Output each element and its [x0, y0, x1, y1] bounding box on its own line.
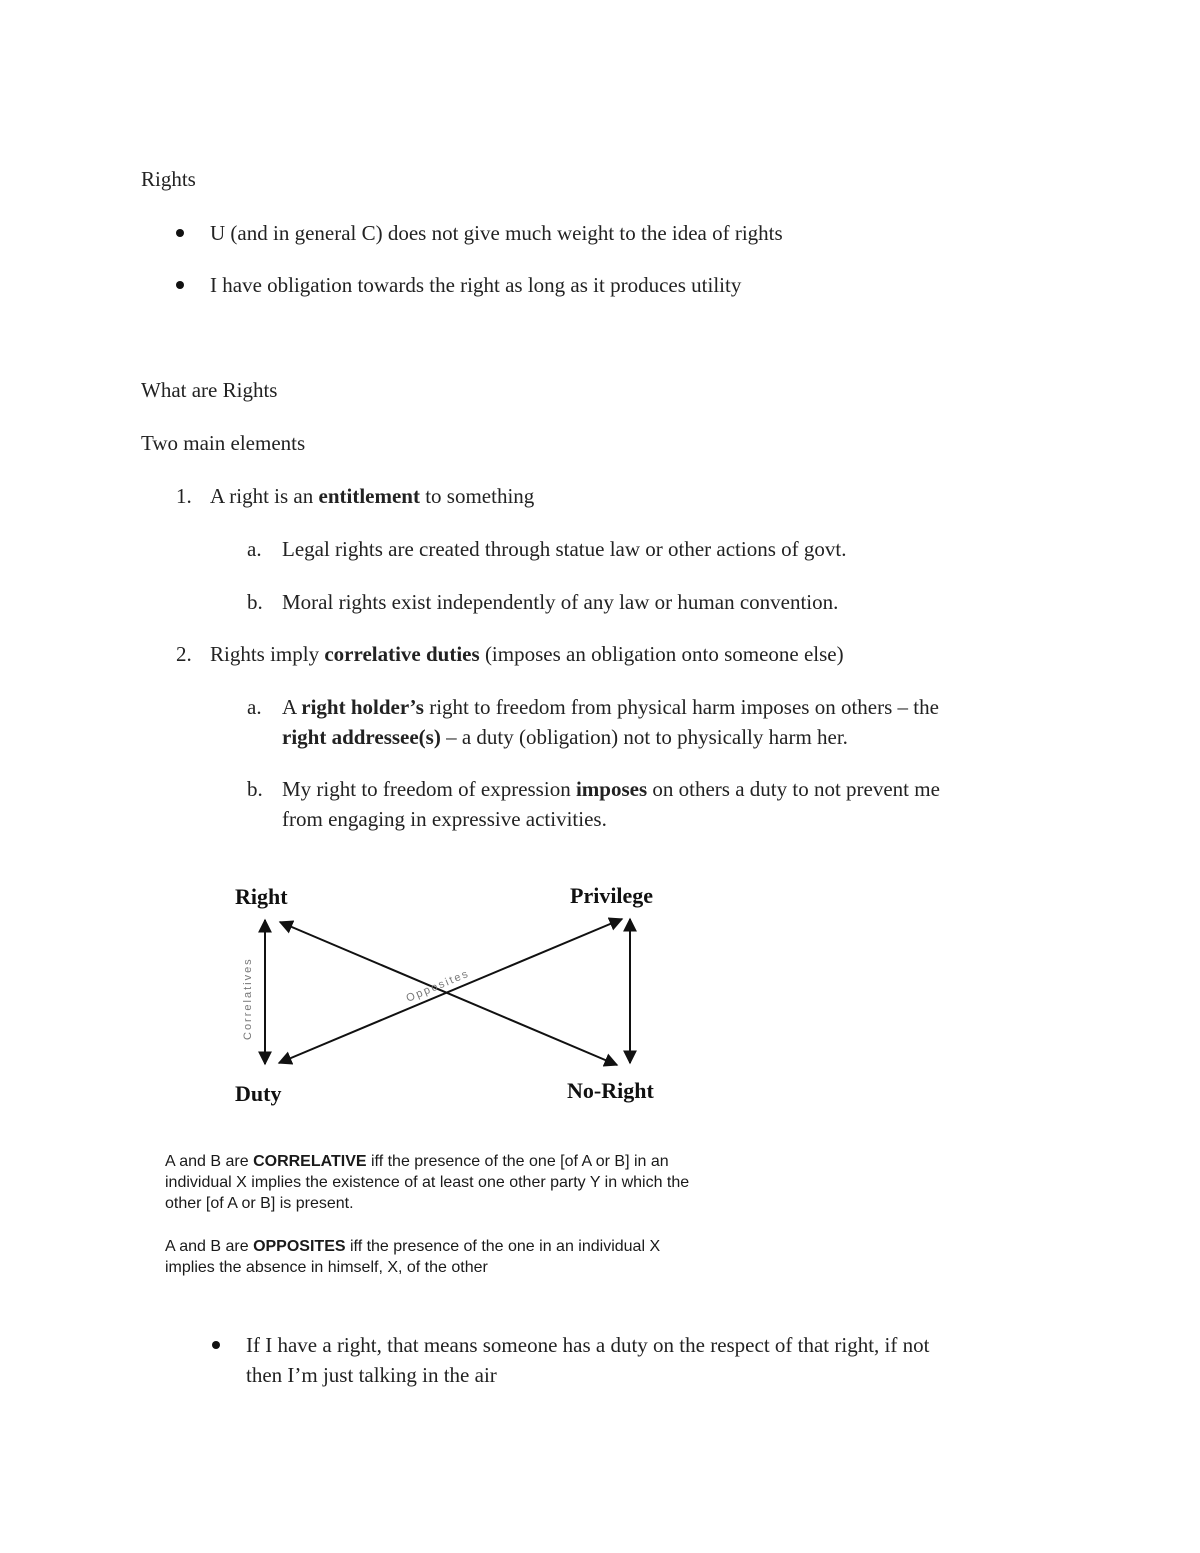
opposites-arrow-duty-privilege	[279, 919, 622, 1063]
two-main-elements: Two main elements	[141, 431, 306, 455]
bullet-dot	[176, 281, 184, 289]
term-imposes: imposes	[575, 777, 648, 801]
final-bullet-line2: then I’m just talking in the air	[246, 1363, 497, 1387]
sub-item-2b-line1: My right to freedom of expression imposes on others a duty to not prevent me	[282, 777, 940, 801]
sub-letter-2b: b.	[247, 777, 263, 801]
list-number-2: 2.	[176, 642, 192, 666]
label-privilege: Privilege	[570, 883, 654, 908]
label-right: Right	[235, 884, 288, 909]
definition-correlative-line1: A and B are CORRELATIVE iff the presence of the one [of A or B] in an	[165, 1153, 669, 1170]
definition-correlative-line2: individual X implies the existence of at least one other party Y in which the	[165, 1174, 690, 1191]
section-heading-rights: Rights	[141, 167, 196, 191]
rights-diagram	[225, 872, 685, 1112]
list-number-1: 1.	[176, 484, 192, 508]
bullet-dot	[176, 229, 184, 237]
section-heading-what-are-rights: What are Rights	[141, 378, 278, 402]
sub-item-1b: Moral rights exist independently of any law or human convention.	[282, 590, 839, 614]
definition-opposites-line1: A and B are OPPOSITES iff the presence of the one in an individual X	[165, 1238, 661, 1255]
label-duty: Duty	[235, 1081, 282, 1106]
sub-item-2a-line1: A right holder’s right to freedom from physical harm imposes on others – the	[282, 695, 939, 719]
term-correlative: CORRELATIVE	[253, 1153, 367, 1170]
rights-bullet-1: U (and in general C) does not give much weight to the idea of rights	[210, 221, 783, 245]
term-opposites: OPPOSITES	[253, 1238, 346, 1255]
list-item-2: Rights imply correlative duties (imposes an obligation onto someone else)	[210, 642, 844, 666]
sub-item-2b-line2: from engaging in expressive activities.	[282, 807, 607, 831]
bullet-dot	[212, 1341, 220, 1349]
definition-opposites-line2: implies the absence in himself, X, of the other	[165, 1259, 488, 1276]
sub-item-1a: Legal rights are created through statue law or other actions of govt.	[282, 537, 847, 561]
label-opposites: Opposites	[404, 967, 472, 1005]
definition-correlative-line3: other [of A or B] is present.	[165, 1195, 354, 1212]
term-entitlement: entitlement	[318, 484, 420, 508]
label-no-right: No-Right	[567, 1078, 654, 1103]
sub-letter-1a: a.	[247, 537, 262, 561]
final-bullet-line1: If I have a right, that means someone has a duty on the respect of that right, if not	[246, 1333, 930, 1357]
opposites-arrow-right-noright	[280, 922, 617, 1065]
label-correlatives: Correlatives	[242, 957, 254, 1040]
sub-letter-1b: b.	[247, 590, 263, 614]
term-correlative-duties: correlative duties	[324, 642, 480, 666]
term-right-holder: right holder’s	[301, 695, 424, 719]
term-right-addressee: right addressee(s)	[282, 725, 441, 749]
list-item-1: A right is an entitlement to something	[210, 484, 535, 508]
sub-item-2a-line2: right addressee(s) – a duty (obligation) not to physically harm her.	[282, 725, 848, 749]
rights-bullet-2: I have obligation towards the right as long as it produces utility	[210, 273, 742, 297]
sub-letter-2a: a.	[247, 695, 262, 719]
